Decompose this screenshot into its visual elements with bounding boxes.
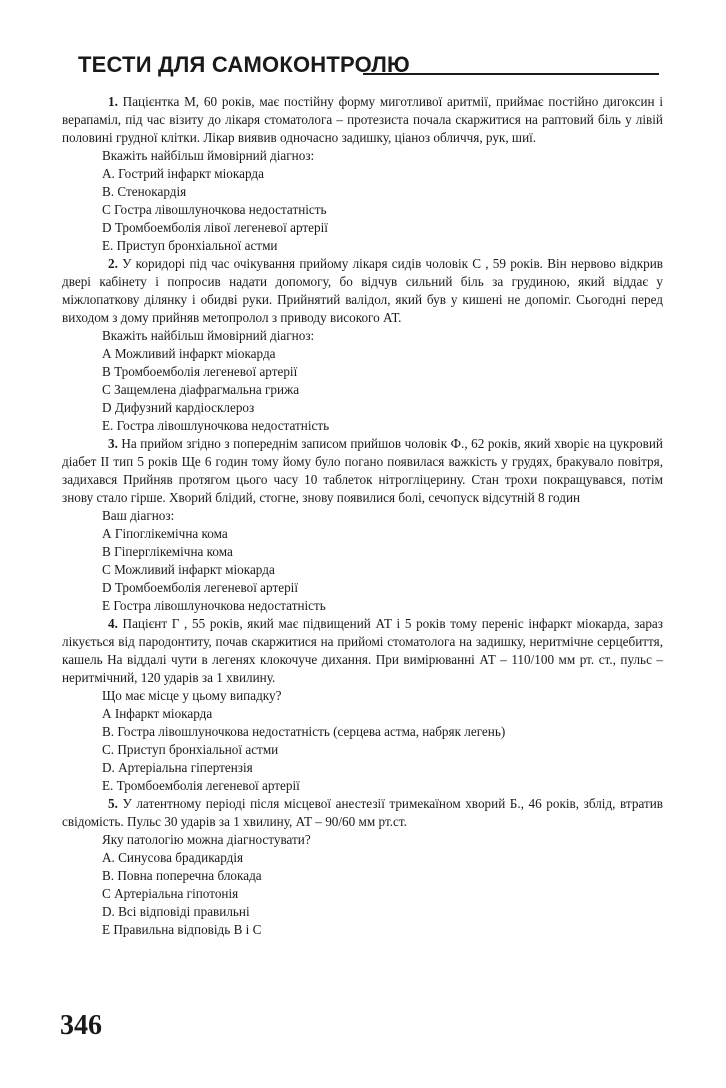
answer-option: С Защемлена діафрагмальна грижа — [102, 382, 300, 397]
answer-option: Е. Приступ бронхіальної астми — [102, 238, 278, 253]
answer-option: D. Артеріальна гіпертензія — [102, 760, 253, 775]
question-block — [62, 255, 663, 435]
answer-option: С Гостра лівошлуночкова недостатність — [102, 202, 327, 217]
answer-option: В Тромбоемболія легеневої артерії — [102, 364, 298, 379]
question-number: 5. — [108, 796, 118, 811]
question-block — [62, 435, 663, 615]
question-body: У коридорі під час очікування прийому лікаря сидів чоловік С , 59 років. Він нервово відкрив двері кабінету і попросив надати допомогу, бо відчув сильний біль за грудиною, який віддає у міжлопаткову ділянку і обидві руки. Прийнятий валідол, який був у кишені не допоміг. Сьогодні перед виходом з дому прийняв метопролол з приводу високого АТ. — [62, 256, 664, 325]
question-block — [62, 93, 663, 255]
question-prompt: Що має місце у цьому випадку? — [102, 688, 282, 703]
answer-option: С. Приступ бронхіальної астми — [102, 742, 279, 757]
answer-option: А. Синусова брадикардія — [102, 850, 244, 865]
answer-option: А Інфаркт міокарда — [102, 706, 213, 721]
question-block — [62, 795, 663, 939]
answer-option: А Можливий інфаркт міокарда — [102, 346, 276, 361]
question-body: На прийом згідно з попереднім записом прийшов чоловік Ф., 62 років, який хворіє на цукровий діабет II тип 5 років Ще 6 годин тому йому було погано появилася важкість у грудях, бракувало повітря, задихався Прийняв протягом цього часу 10 таблеток нітрогліцерину. Стан трохи покращувався, потім знову стало гірше. Хворий блідий, стогне, знову появилися болі, сечопуск відсутній 8 годин — [62, 436, 663, 505]
question-body: Пацієнт Г , 55 років, який має підвищений АТ і 5 років тому переніс інфаркт міокарда, зараз лікується від пародонтиту, почав скаржитися на прийомі стоматолога на задишку, неритмічне серцебиття, кашель На віддалі чути в легенях клокочуче дихання. При вимірюванні АТ – 110/100 мм рт. ст., пульс – неритмічний, 120 ударів за 1 хвилину. — [62, 616, 663, 685]
answer-options — [62, 345, 663, 435]
answer-option: Е Гостра лівошлуночкова недостатність — [102, 598, 326, 613]
question-text — [62, 93, 663, 147]
question-prompt: Яку патологію можна діагностувати? — [102, 832, 311, 847]
question-number: 1. — [108, 94, 118, 109]
question-text — [62, 255, 663, 327]
question-prompt: Ваш діагноз: — [102, 508, 175, 523]
answer-option: В Гіперглікемічна кома — [102, 544, 233, 559]
answer-option: Е. Тромбоемболія легеневої артерії — [102, 778, 300, 793]
question-text — [62, 795, 663, 831]
answer-option: D Тромбоемболія легеневої артерії — [102, 580, 298, 595]
answer-option: D. Всі відповіді правильні — [102, 904, 250, 919]
page-number: 346 — [60, 1010, 102, 1041]
answer-options — [62, 165, 663, 255]
section-title: ТЕСТИ ДЛЯ САМОКОНТРОЛЮ — [78, 52, 410, 77]
answer-options — [62, 525, 663, 615]
title-underline — [363, 73, 659, 75]
answer-options — [62, 849, 663, 939]
answer-option: D Дифузний кардіосклероз — [102, 400, 255, 415]
question-number: 3. — [108, 436, 118, 451]
question-body: У латентному періоді після місцевої анестезії тримекаїном хворий Б., 46 років, зблід, втратив свідомість. Пульс 30 ударів за 1 хвилину, АТ – 90/60 мм рт.ст. — [62, 796, 663, 829]
answer-option: D Тромбоемболія лівої легеневої артерії — [102, 220, 328, 235]
question-text — [62, 615, 663, 687]
answer-option: В. Гостра лівошлуночкова недостатність (серцева астма, набряк легень) — [102, 724, 506, 739]
answer-option: А Гіпоглікемічна кома — [102, 526, 228, 541]
answer-option: В. Стенокардія — [102, 184, 187, 199]
answer-option: С Артеріальна гіпотонія — [102, 886, 239, 901]
answer-option: Е Правильна відповідь В і С — [102, 922, 262, 937]
answer-option: В. Повна поперечна блокада — [102, 868, 262, 883]
question-number: 2. — [108, 256, 118, 271]
answer-options — [62, 705, 663, 795]
question-number: 4. — [108, 616, 118, 631]
question-block — [62, 615, 663, 795]
answer-option: А. Гострий інфаркт міокарда — [102, 166, 264, 181]
answer-option: С Можливий інфаркт міокарда — [102, 562, 275, 577]
answer-option: Е. Гостра лівошлуночкова недостатність — [102, 418, 330, 433]
questions-container — [62, 93, 663, 939]
question-body: Пацієнтка М, 60 років, має постійну форму миготливої аритмії, приймає постійно дигоксин і верапаміл, під час візиту до лікаря стоматолога – протезиста почала скаржитися на раптовий біль у лівій половині грудної клітки. Лікар виявив одночасно задишку, ціаноз обличчя, рук, шиї. — [62, 94, 664, 145]
question-text — [62, 435, 663, 507]
question-prompt: Вкажіть найбільш ймовірний діагноз: — [102, 148, 315, 163]
question-prompt: Вкажіть найбільш ймовірний діагноз: — [102, 328, 315, 343]
